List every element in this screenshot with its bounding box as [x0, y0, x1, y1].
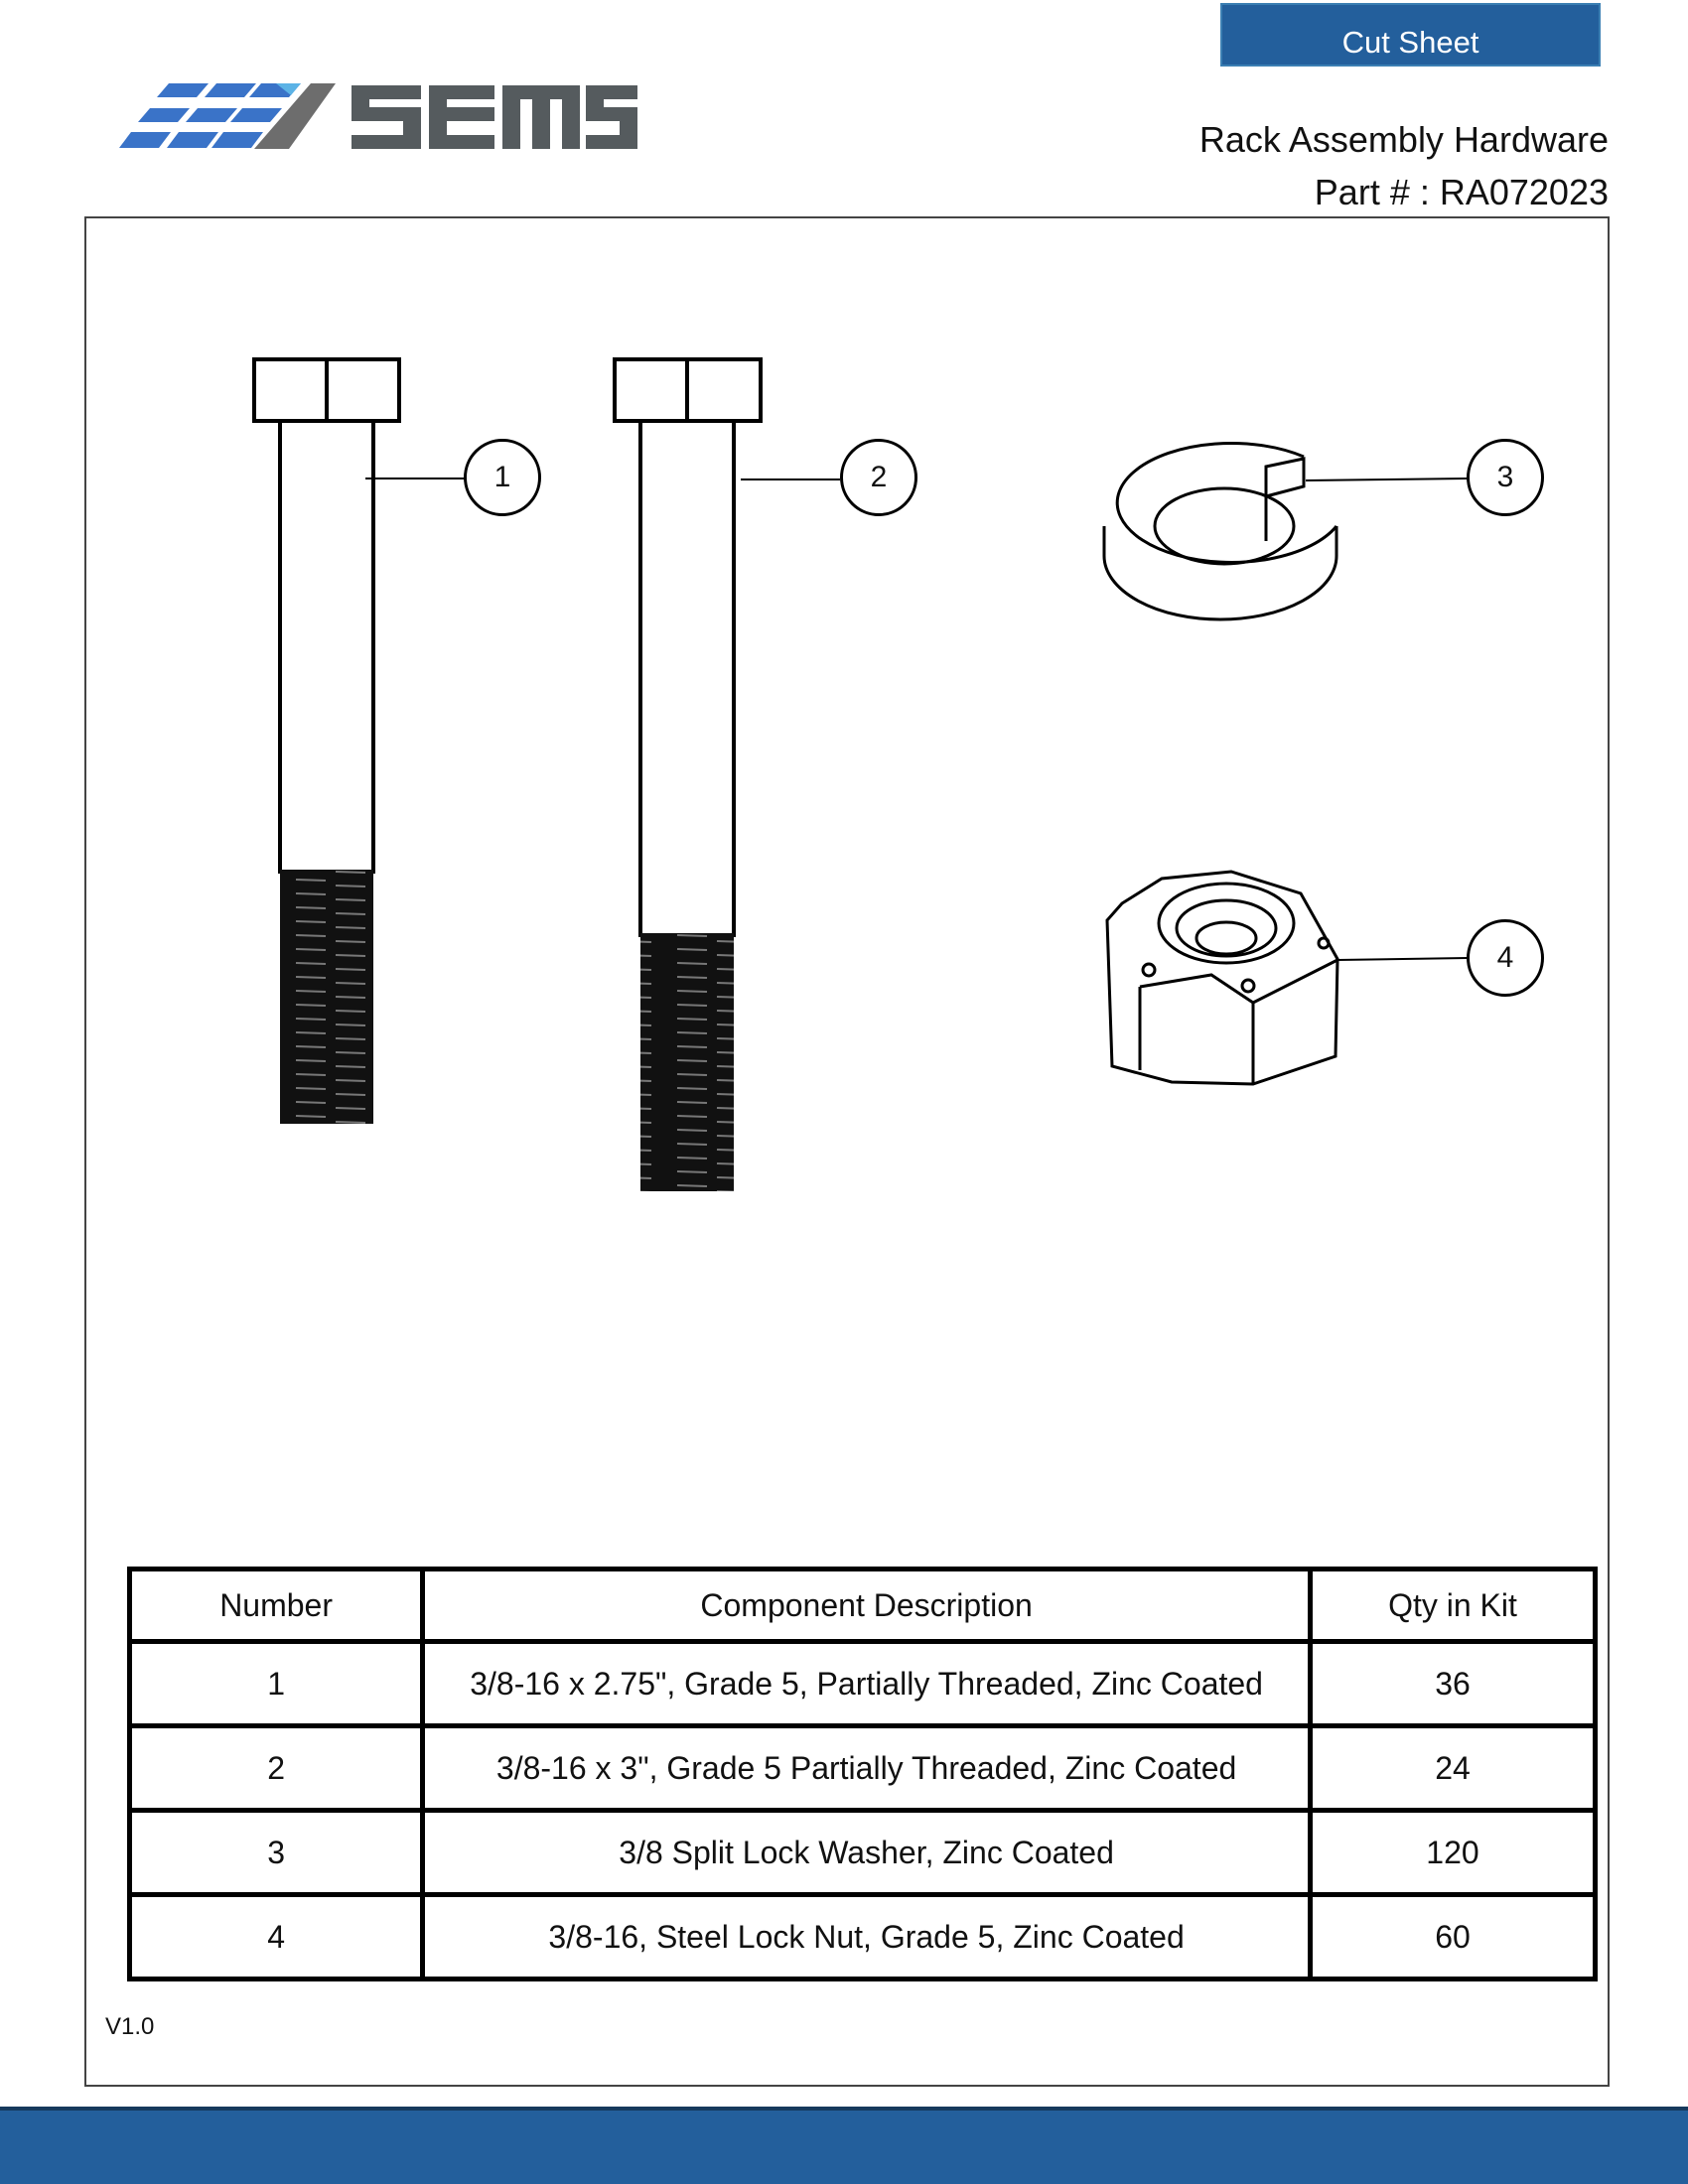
cell-description: 3/8-16 x 3", Grade 5 Partially Threaded, Zinc Coated [423, 1726, 1311, 1811]
cell-number: 3 [130, 1811, 423, 1895]
cell-qty: 36 [1310, 1642, 1595, 1726]
header-description: Component Description [423, 1570, 1311, 1642]
table-row [130, 1642, 1596, 1726]
table-row [130, 1811, 1596, 1895]
cell-qty: 120 [1310, 1811, 1595, 1895]
bolt-2.75-icon [254, 359, 465, 1124]
cell-number: 1 [130, 1642, 423, 1726]
document-title: Rack Assembly Hardware [1198, 119, 1609, 160]
callout-2: 2 [840, 439, 917, 516]
cut-sheet-label: Cut Sheet [1341, 25, 1479, 60]
split-lock-washer-icon [1104, 443, 1468, 619]
cell-number: 2 [130, 1726, 423, 1811]
version-label: V1.0 [105, 2013, 155, 2040]
table-row [130, 1726, 1596, 1811]
part-number: Part # : RA072023 [1314, 172, 1609, 212]
table-row [130, 1895, 1596, 1979]
callout-4: 4 [1467, 919, 1544, 997]
header-number: Number [130, 1570, 423, 1642]
cell-qty: 24 [1310, 1726, 1595, 1811]
cell-description: 3/8-16, Steel Lock Nut, Grade 5, Zinc Coated [423, 1895, 1311, 1979]
bolt-3-icon [615, 359, 840, 1191]
callout-3: 3 [1467, 439, 1544, 516]
table-header-row [130, 1570, 1596, 1642]
callout-1: 1 [464, 439, 541, 516]
lock-nut-icon [1107, 872, 1468, 1084]
cell-number: 4 [130, 1895, 423, 1979]
header-qty: Qty in Kit [1310, 1570, 1595, 1642]
footer-bar [0, 2107, 1688, 2184]
cell-description: 3/8 Split Lock Washer, Zinc Coated [423, 1811, 1311, 1895]
parts-table [127, 1567, 1598, 1981]
cell-description: 3/8-16 x 2.75", Grade 5, Partially Threaded, Zinc Coated [423, 1642, 1311, 1726]
cell-qty: 60 [1310, 1895, 1595, 1979]
